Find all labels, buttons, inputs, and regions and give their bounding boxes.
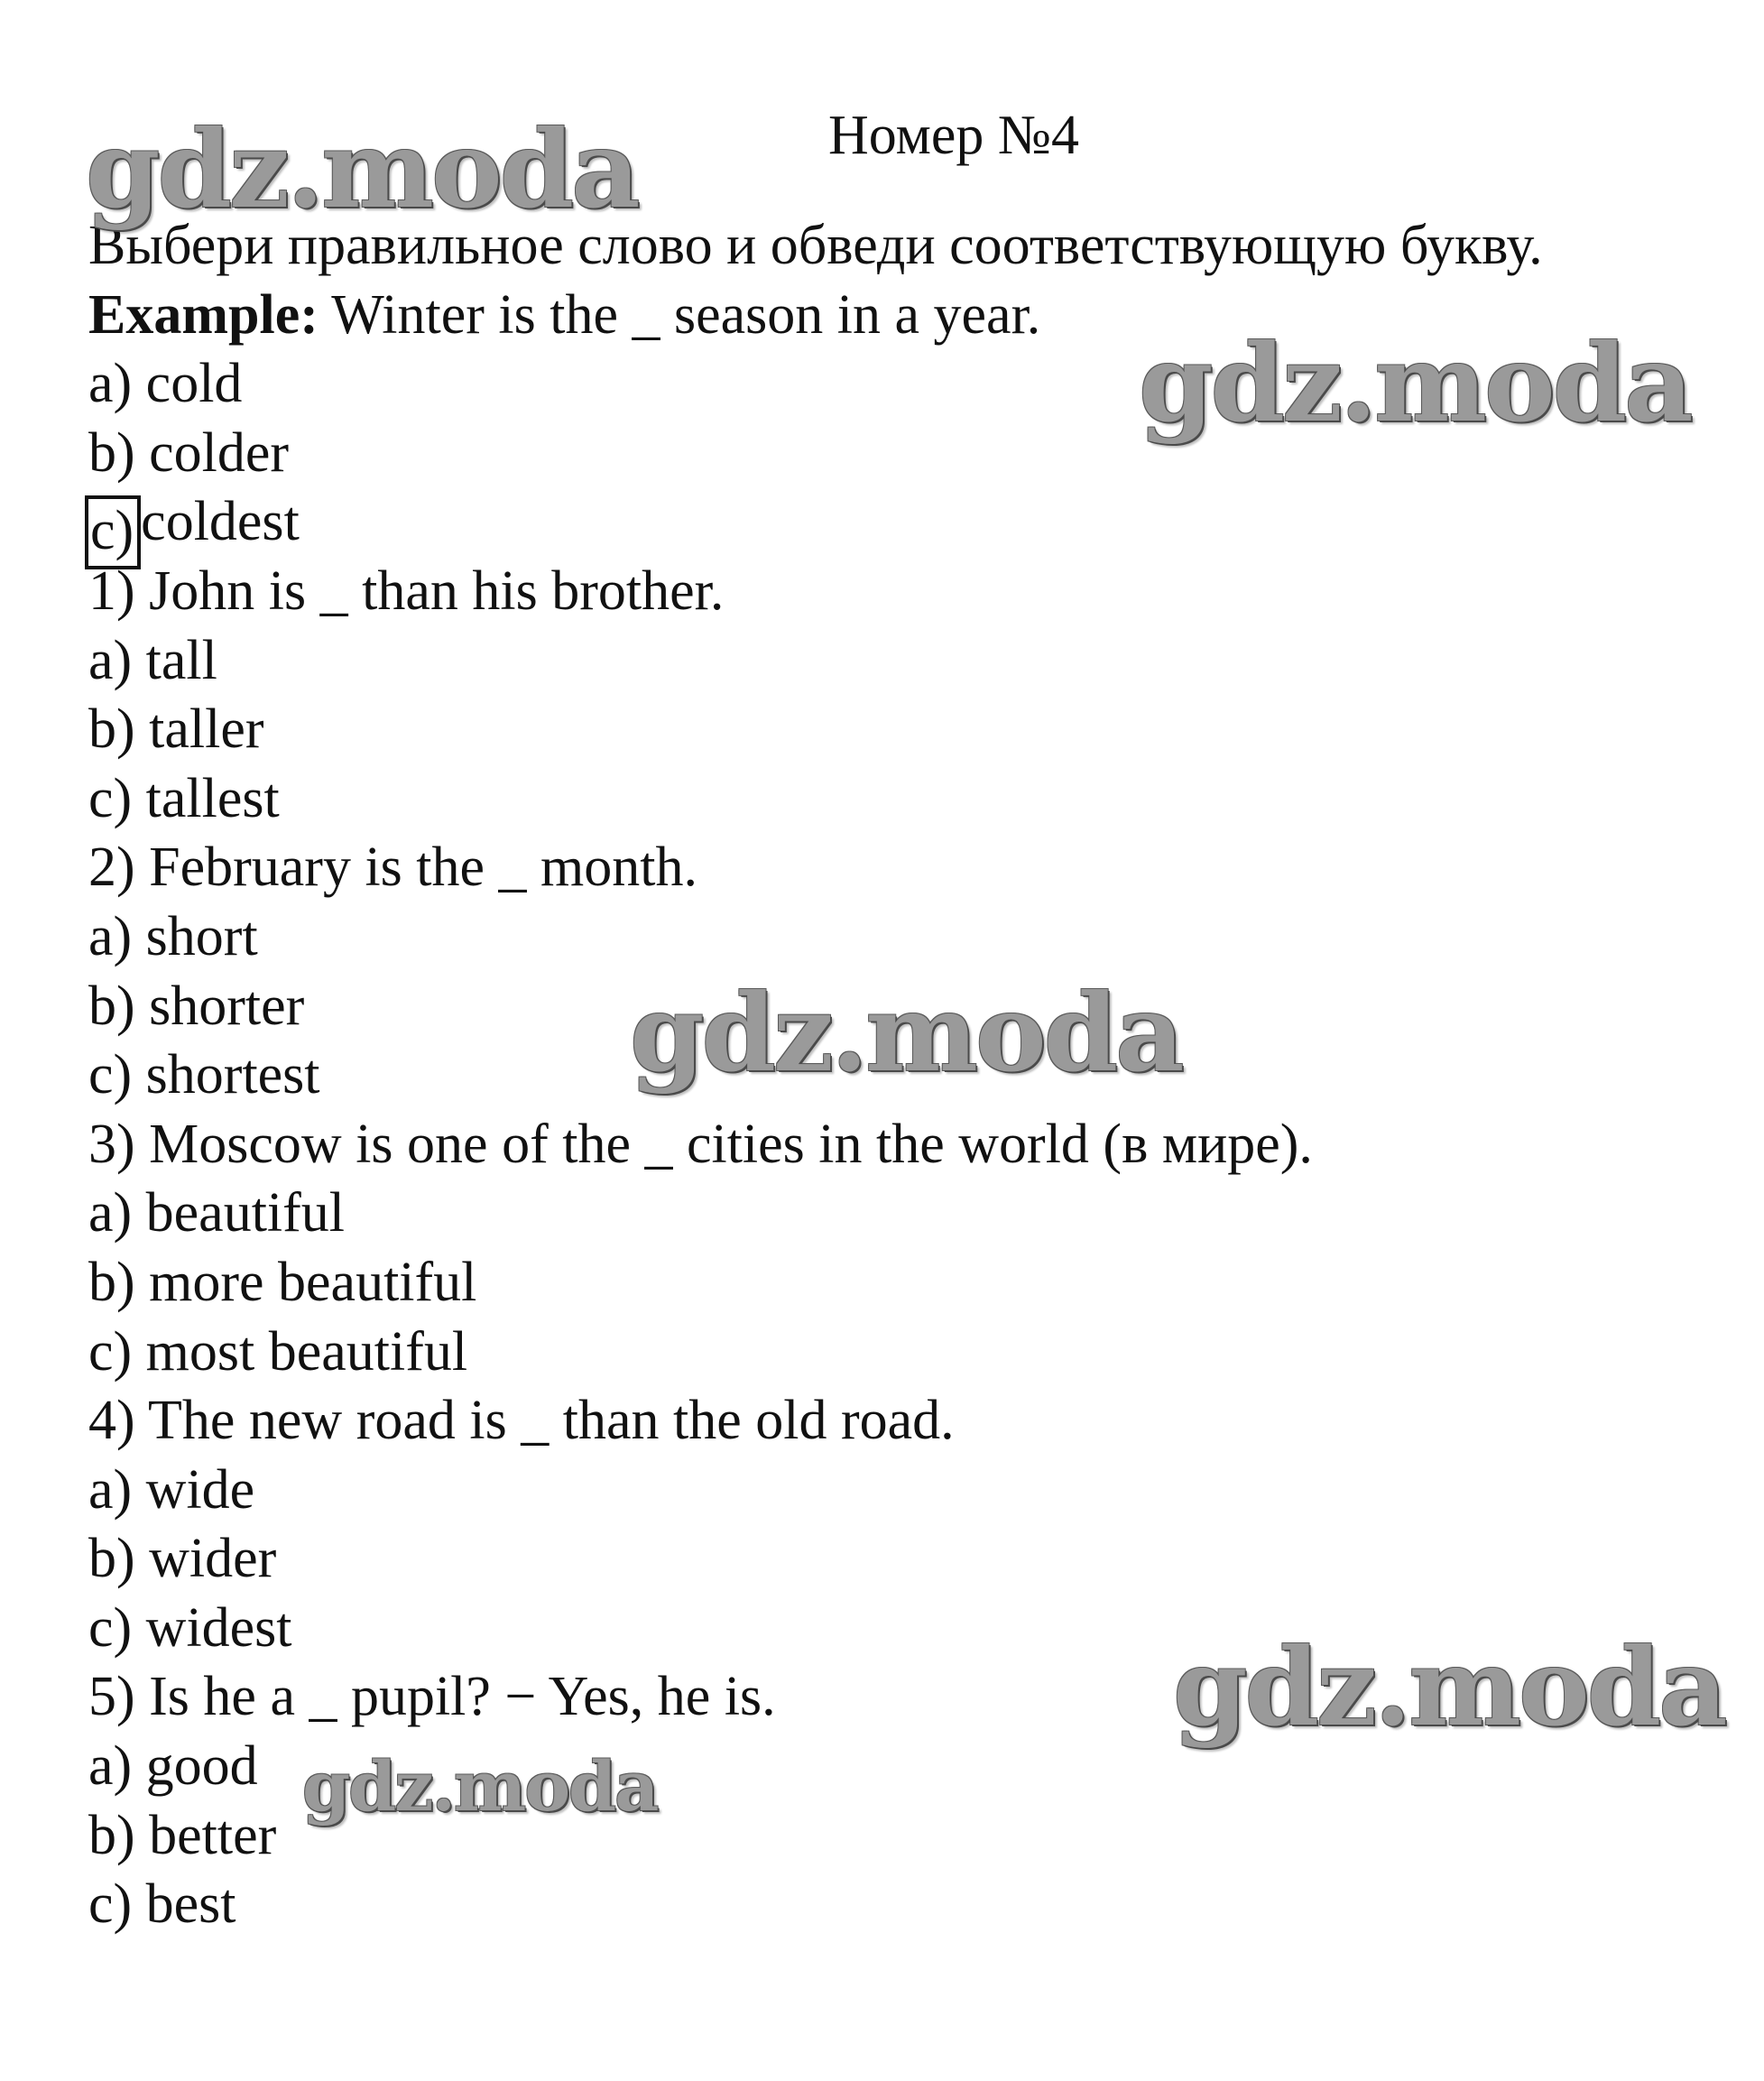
example-label: Example: <box>88 283 319 346</box>
question-4-option-b: b) wider <box>88 1528 277 1590</box>
example-sentence <box>88 281 1543 350</box>
question-5-option-a: a) good <box>88 1735 258 1798</box>
option-text: coldest <box>141 491 300 553</box>
question-3: 3) Moscow is one of the _ cities in the world (в мире). <box>88 1113 1313 1175</box>
option-letter: b) <box>88 421 135 484</box>
watermark-logo: gdz.moda <box>1139 320 1691 446</box>
watermark-logo: gdz.moda <box>1173 1624 1725 1750</box>
question-5: 5) Is he a _ pupil? − Yes, he is. <box>88 1666 776 1728</box>
question-1-option-c: c) tallest <box>88 767 280 829</box>
instruction: Выбери правильное слово и обведи соответствующую букву. <box>88 215 1543 276</box>
question-4: 4) The new road is _ than the old road. <box>88 1390 955 1452</box>
question-2-option-c: c) shortest <box>88 1044 320 1106</box>
question-3-option-a: a) beautiful <box>88 1182 346 1244</box>
question-4-option-c: c) widest <box>88 1596 292 1659</box>
question-5-option-b: b) better <box>88 1804 277 1866</box>
question-2-option-b: b) shorter <box>88 975 305 1037</box>
question-1-option-b: b) taller <box>88 698 264 761</box>
question-1-option-a: a) tall <box>88 629 217 691</box>
circled-answer-box: c) <box>85 495 141 569</box>
exercise-body <box>88 211 1543 1939</box>
question-2: 2) February is the _ month. <box>88 837 698 899</box>
watermark-logo: gdz.moda <box>302 1746 658 1827</box>
question-4-option-a: a) wide <box>88 1458 255 1521</box>
option-text: cold <box>132 353 243 415</box>
question-1: 1) John is _ than his brother. <box>88 560 725 622</box>
question-3-option-c: c) most beautiful <box>88 1320 468 1383</box>
option-text: colder <box>134 421 290 484</box>
watermark-logo: gdz.moda <box>630 970 1182 1096</box>
watermark-logo: gdz.moda <box>86 106 638 232</box>
example-option-b <box>88 419 1543 488</box>
question-3-option-b: b) more beautiful <box>88 1251 477 1313</box>
option-letter: a) <box>88 353 133 415</box>
example-text: Winter is the _ season in a year. <box>318 283 1041 346</box>
example-option-c <box>88 487 1543 562</box>
page-title: Номер №4 <box>828 105 1080 166</box>
question-5-option-c: c) best <box>88 1873 236 1936</box>
example-option-a <box>88 349 1543 419</box>
question-2-option-a: a) short <box>88 905 258 967</box>
